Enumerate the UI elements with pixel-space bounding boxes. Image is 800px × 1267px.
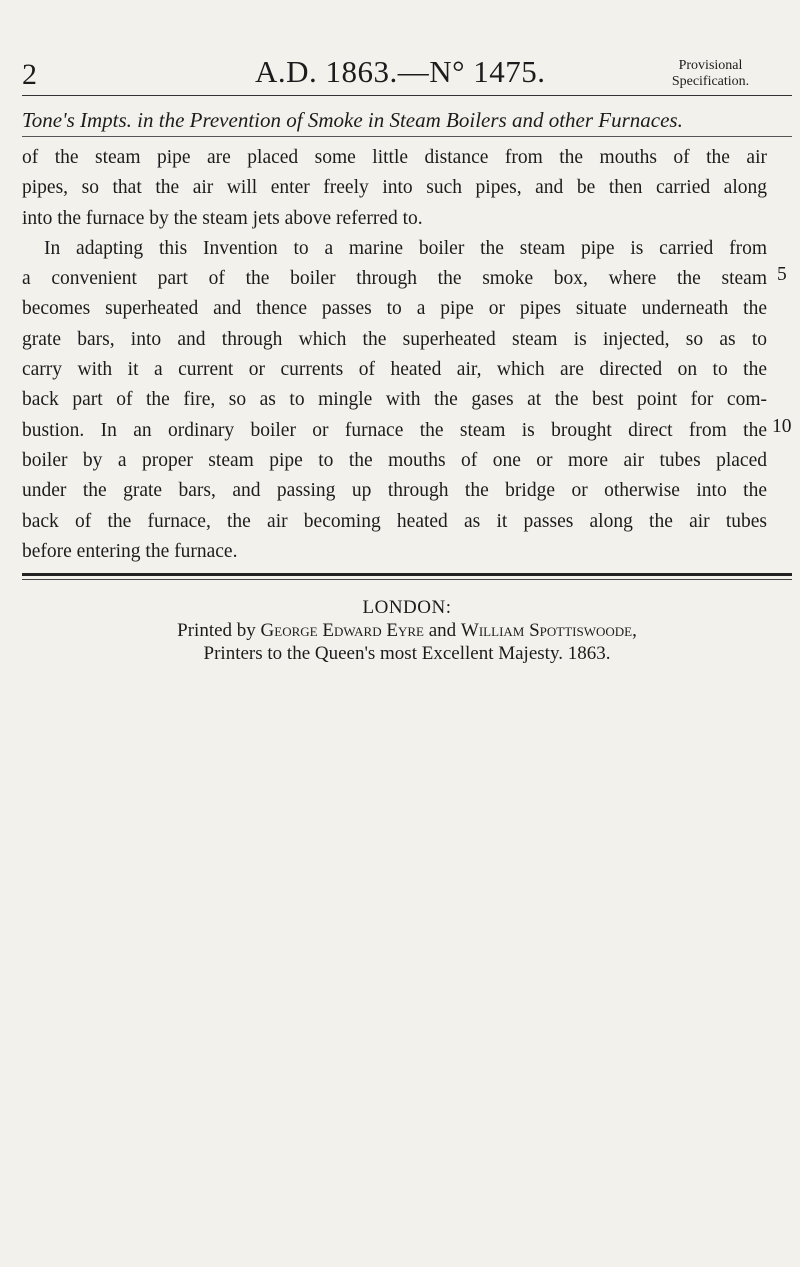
imprint-city: LONDON:: [362, 597, 452, 618]
spec-line-1: Provisional: [678, 58, 743, 73]
page-number: 2: [22, 58, 37, 91]
running-title-rule: [22, 136, 792, 137]
text-line: grate bars, into and through which the superheated steam is injected, so as to: [22, 328, 767, 350]
imprint-line-2: Printers to the Queen's most Excellent Majesty. 1863.: [203, 643, 611, 664]
imprint-line-1: [22, 619, 792, 642]
body-text: [22, 143, 767, 567]
printer-conjunction: and: [428, 620, 457, 641]
running-title: Tone's Impts. in the Prevention of Smoke in Steam Boilers and other Furnaces.: [22, 108, 683, 132]
printer-name-2: William Spottiswoode,: [460, 620, 637, 641]
document-title: A.D. 1863.—N° 1475.: [255, 54, 546, 89]
spec-line-2: Specification.: [671, 74, 750, 89]
printer-name-1: George Edward Eyre: [260, 620, 424, 641]
header-rule: [22, 95, 792, 96]
text-line: of the steam pipe are placed some little distance from the mouths of the air: [22, 147, 767, 168]
text-line: carry with it a current or currents of heated air, which are directed on to the: [22, 359, 767, 381]
margin-line-number-5: 5: [777, 264, 787, 285]
text-line: a convenient part of the boiler through the smoke box, where the steam: [22, 268, 767, 290]
text-line: boiler by a proper steam pipe to the mouths of one or more air tubes placed: [22, 449, 767, 471]
text-line: pipes, so that the air will enter freely into such pipes, and be then carried along: [22, 177, 767, 199]
text-line: bustion. In an ordinary boiler or furnace the steam is brought direct from the: [22, 419, 767, 441]
text-line: In adapting this Invention to a marine boiler the steam pipe is carried from: [44, 237, 767, 259]
text-line: into the furnace by the steam jets above referred to.: [22, 207, 423, 229]
specification-label: [628, 58, 793, 90]
printer-imprint: [22, 596, 792, 665]
text-line: becomes superheated and thence passes to a pipe or pipes situate underneath the: [22, 298, 767, 320]
text-line: before entering the furnace.: [22, 540, 238, 562]
margin-line-number-10: 10: [772, 416, 792, 437]
printed-by-prefix: Printed by: [177, 620, 256, 641]
text-line: back part of the fire, so as to mingle with the gases at the best point for com-: [22, 389, 767, 411]
end-rule-thick: [22, 573, 792, 576]
text-line: under the grate bars, and passing up through the bridge or otherwise into the: [22, 480, 767, 502]
end-rule-thin: [22, 579, 792, 580]
text-line: back of the furnace, the air becoming heated as it passes along the air tubes: [22, 510, 767, 532]
